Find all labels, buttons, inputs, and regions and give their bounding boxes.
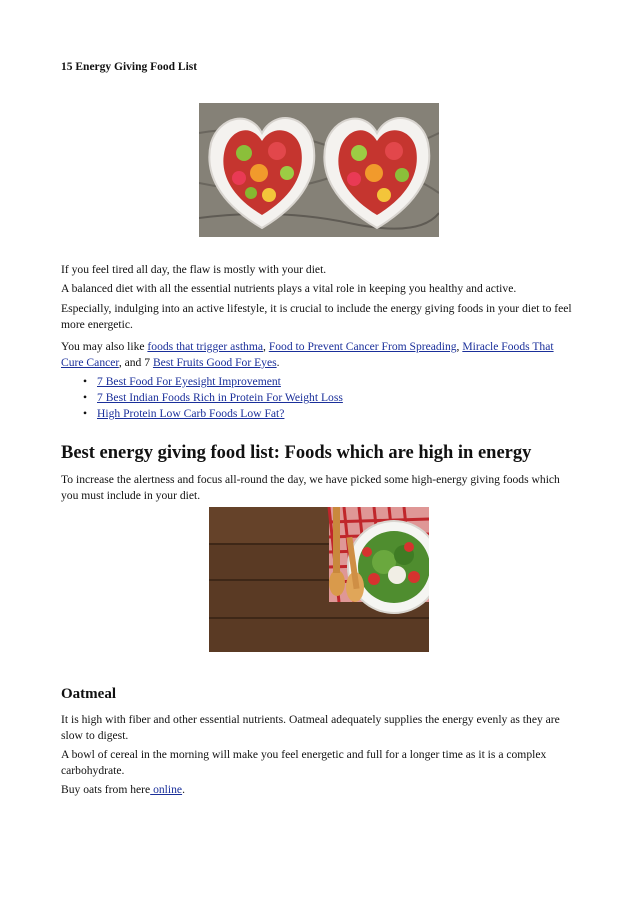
related-links-list <box>83 374 343 422</box>
link-prevent-cancer[interactable]: Food to Prevent Cancer From Spreading <box>268 340 457 353</box>
link-buy-oats-online[interactable]: online <box>150 783 183 796</box>
intro-paragraph-1: If you feel tired all day, the flaw is mostly with your diet. <box>61 263 327 276</box>
separator: , and 7 <box>118 356 153 369</box>
document-title: 15 Energy Giving Food List <box>61 61 198 73</box>
list-item <box>83 390 343 406</box>
list-item <box>83 406 343 422</box>
oatmeal-paragraph-1: It is high with fiber and other essential nutrients. Oatmeal adequately supplies the energy evenly as they are slow to digest. <box>61 713 560 742</box>
buy-oats-paragraph <box>61 782 561 798</box>
list-item <box>83 374 343 390</box>
link-indian-protein-foods[interactable]: 7 Best Indian Foods Rich in Protein For Weight Loss <box>97 391 343 404</box>
section-paragraph: To increase the alertness and focus all-round the day, we have picked some high-energy giving foods which you must include in your diet. <box>61 473 560 502</box>
salad-table-image <box>209 507 429 652</box>
separator: , <box>456 340 463 353</box>
link-best-fruits-eyes[interactable]: Best Fruits Good For Eyes <box>152 356 277 369</box>
fruit-bowls-image <box>199 103 439 237</box>
also-like-paragraph <box>61 339 561 371</box>
intro-paragraph-2: A balanced diet with all the essential nutrients plays a vital role in keeping you healthy and active. <box>61 282 517 295</box>
intro-paragraph-3: Especially, indulging into an active lifestyle, it is crucial to include the energy giving foods in your diet to feel more energetic. <box>61 302 572 331</box>
link-foods-trigger-asthma[interactable]: foods that trigger asthma <box>147 340 264 353</box>
period: . <box>182 783 185 796</box>
buy-prefix: Buy oats from here <box>61 783 151 796</box>
link-eyesight-food[interactable]: 7 Best Food For Eyesight Improvement <box>97 375 281 388</box>
also-like-prefix: You may also like <box>61 340 148 353</box>
link-miracle-foods[interactable]: Miracle Foods That Cure Cancer <box>61 340 554 369</box>
oatmeal-paragraph-2: A bowl of cereal in the morning will make you feel energetic and full for a longer time as it is a complex carbohydrate. <box>61 748 547 777</box>
period: . <box>276 356 280 369</box>
link-high-protein-low-carb[interactable]: High Protein Low Carb Foods Low Fat? <box>97 407 285 420</box>
section-heading: Best energy giving food list: Foods which are high in energy <box>61 443 532 463</box>
separator: , <box>263 340 269 353</box>
oatmeal-heading: Oatmeal <box>61 686 116 702</box>
